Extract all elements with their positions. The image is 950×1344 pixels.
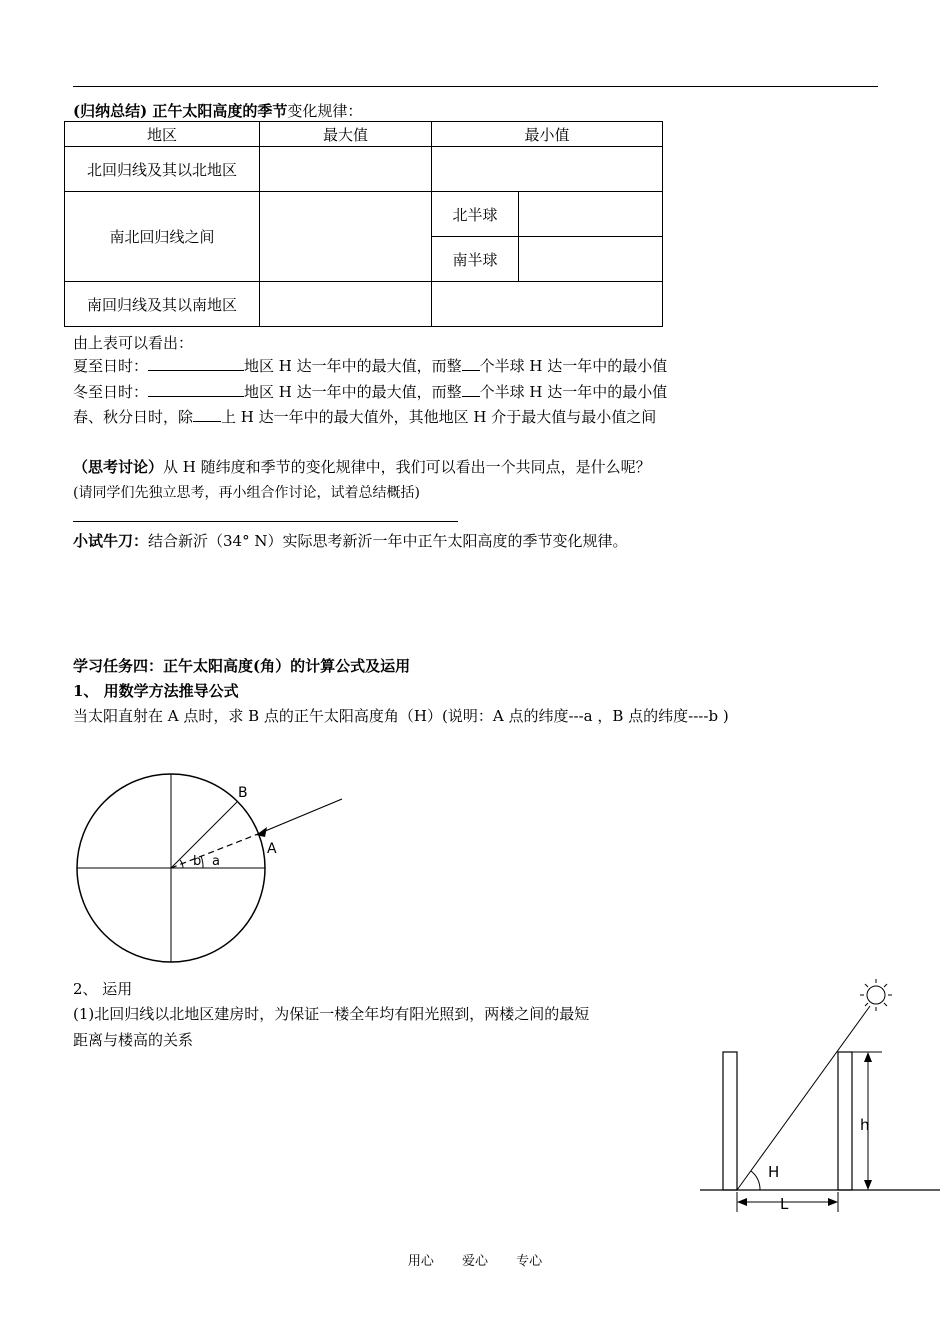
radius-to-b (171, 802, 237, 868)
min-cell (519, 237, 663, 282)
label-b: B (238, 785, 248, 801)
discussion-note: (请同学们先独立思考，再小组合作讨论，试着总结概括) (73, 485, 420, 501)
region-cell: 北回归线及其以北地区 (65, 147, 260, 192)
table-row (65, 192, 663, 237)
header-region: 地区 (65, 122, 260, 147)
discussion-line: （思考讨论）从 H 随纬度和季节的变化规律中，我们可以看出一个共同点，是什么呢？ (73, 458, 651, 476)
footer-item: 专心 (516, 1254, 543, 1269)
summary-heading (73, 100, 362, 121)
length-arrow-right (828, 1198, 838, 1206)
task4-line1: 当太阳直射在 A 点时，求 B 点的正午太阳高度角（H）(说明：A 点的纬度---a ，B 点的纬度----b ) (73, 707, 729, 725)
label-h-height: h (860, 1116, 870, 1134)
max-cell (260, 192, 432, 282)
back-building (838, 1052, 852, 1190)
task4-sub2: 2、 运用 (73, 980, 133, 998)
answer-blank[interactable] (148, 396, 244, 397)
region-cell: 南回归线及其以南地区 (65, 282, 260, 327)
answer-blank[interactable] (193, 421, 221, 422)
region-cell: 南北回归线之间 (65, 192, 260, 282)
equinox-line: 春、秋分日时，除 上 H 达一年中的最大值外，其他地区 H 介于最大值与最小值之间 (73, 408, 657, 426)
task4-title: 学习任务四：正午太阳高度(角）的计算公式及运用 (73, 657, 411, 675)
footer-item: 用心 (407, 1254, 434, 1269)
label-angle-a: a (212, 854, 220, 869)
label-angle-b: b (193, 854, 202, 869)
answer-blank[interactable] (462, 396, 480, 397)
max-cell (260, 147, 432, 192)
front-building (723, 1052, 737, 1190)
sun-ray (258, 799, 342, 834)
answer-rule (73, 521, 458, 522)
header-max: 最大值 (260, 122, 432, 147)
height-arrow-bottom (864, 1180, 872, 1190)
earth-diagram (60, 760, 360, 970)
min-cell (432, 282, 663, 327)
page-footer (0, 1250, 950, 1269)
sub-hemisphere-cell: 北半球 (432, 192, 519, 237)
label-h-angle: H (768, 1163, 780, 1181)
summary-heading-bold: (归纳总结) 正午太阳高度的季节 (73, 102, 288, 120)
winter-line: 冬至日时： 地区 H 达一年中的最大值，而整 个半球 H 达一年中的最小值 (73, 383, 668, 401)
task4-sub1: 1、 用数学方法推导公式 (73, 682, 239, 700)
summer-line: 夏至日时： 地区 H 达一年中的最大值，而整 个半球 H 达一年中的最小值 (73, 357, 668, 375)
sun-ray (737, 1006, 870, 1190)
header-min: 最小值 (432, 122, 663, 147)
table-row (65, 147, 663, 192)
label-a: A (267, 841, 277, 857)
summary-table (64, 121, 663, 327)
angle-arc-a (201, 856, 203, 868)
table-row (65, 282, 663, 327)
app1-line1: (1)北回归线以北地区建房时，为保证一楼全年均有阳光照到，两楼之间的最短 (73, 1005, 590, 1023)
table-header-row (65, 122, 663, 147)
min-cell (432, 147, 663, 192)
max-cell (260, 282, 432, 327)
answer-blank[interactable] (462, 370, 480, 371)
top-rule (73, 86, 878, 87)
label-l-length: L (780, 1195, 789, 1213)
answer-blank[interactable] (148, 370, 244, 371)
footer-item: 爱心 (461, 1254, 488, 1269)
app1-line2: 距离与楼高的关系 (73, 1031, 194, 1049)
sub-hemisphere-cell: 南半球 (432, 237, 519, 282)
observations-intro: 由上表可以看出： (73, 334, 194, 352)
summary-heading-rest: 变化规律： (287, 102, 363, 120)
length-arrow-left (737, 1198, 747, 1206)
building-diagram (700, 970, 945, 1220)
height-arrow-top (864, 1052, 872, 1062)
sun-icon (860, 979, 892, 1011)
trial-line: 小试牛刀：结合新沂（34° N）实际思考新沂一年中正午太阳高度的季节变化规律。 (73, 532, 628, 550)
min-cell (519, 192, 663, 237)
angle-arc-h (751, 1171, 760, 1190)
